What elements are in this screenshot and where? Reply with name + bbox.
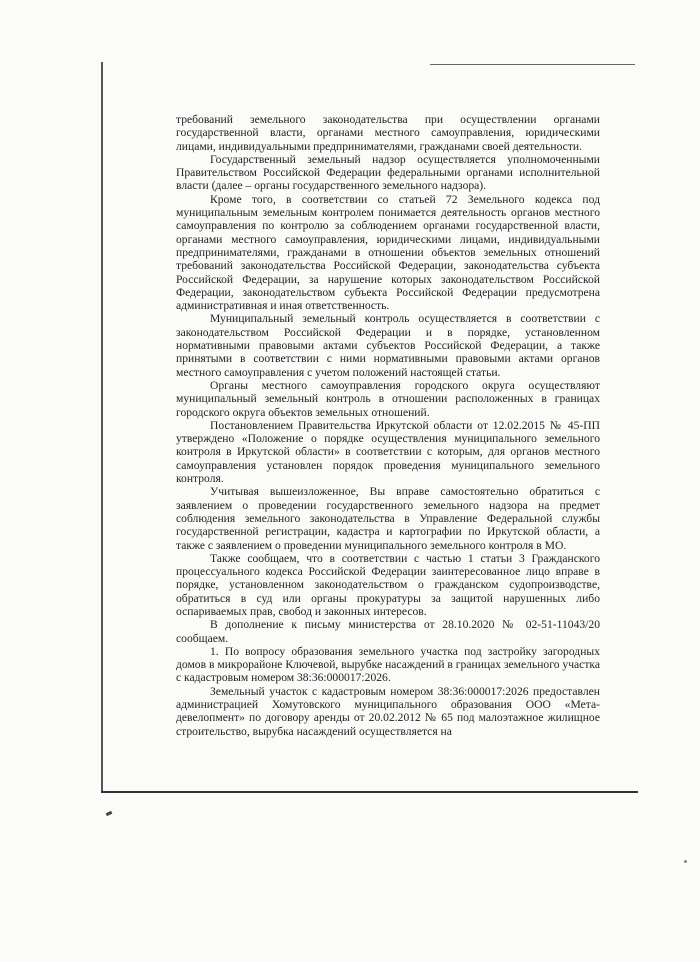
document-body xyxy=(176,113,600,738)
scan-edge-top xyxy=(430,64,635,65)
paragraph-continuation: требований земельного законодательства при осуществлении органами государственной власти, органами местного самоуправления, юридическими лицами, индивидуальными предпринимателями, гражданами своей деятельности. xyxy=(176,113,600,153)
paragraph-civil-procedure: Также сообщаем, что в соответствии с частью 1 статьи 3 Гражданского процессуального кодекса Российской Федерации заинтересованное лицо вправе в порядке, установленном законодательством о гражданском судопроизводстве, обратиться в суд или органы прокуратуры за защитой нарушенных либо оспариваемых прав, свобод и законных интересов. xyxy=(176,551,600,618)
scan-edge-left xyxy=(101,62,103,792)
scan-speck xyxy=(106,811,113,816)
paragraph-state-supervision: Государственный земельный надзор осуществляется уполномоченными Правительством Российской Федерации федеральными органами исполнительной власти (далее – органы государственного земельного надзора). xyxy=(176,152,600,193)
paragraph-right-to-apply: Учитывая вышеизложенное, Вы вправе самостоятельно обратиться с заявлением о проведении государственного земельного надзора на предмет соблюдения земельного законодательства в Управление Федеральной службы государственной регистрации, кадастра и картографии по Иркутской области, а также с заявлением о проведении муниципального земельного контроля в МО. xyxy=(176,485,600,552)
scan-speck xyxy=(684,860,687,863)
paragraph-municipal-control-procedure: Муниципальный земельный контроль осуществляется в соответствии с законодательством Российской Федерации и в порядке, установленном нормативными правовыми актами субъектов Российской Федерации, а также принятыми в соответствии с ними нормативными правовыми актами органов местного самоуправления с учетом положений настоящей статьи. xyxy=(176,312,600,379)
paragraph-city-district-bodies: Органы местного самоуправления городского округа осуществляют муниципальный земельный контроль в отношении расположенных в границах городского округа объектов земельных отношений. xyxy=(176,378,600,419)
scan-edge-bottom xyxy=(101,791,638,793)
paragraph-item-1: 1. По вопросу образования земельного участка под застройку загородных домов в микрорайоне Ключевой, вырубке насаждений в границах земельного участка с кадастровым номером 38:36:000017:2026. xyxy=(176,644,600,685)
paragraph-municipal-control-definition: Кроме того, в соответствии со статьей 72 Земельного кодекса под муниципальным земельным контролем понимается деятельность органов местного самоуправления по контролю за соблюдением органами государственной власти, органами местного самоуправления, юридическими лицами, индивидуальными предпринимателями, гражданами в отношении объектов земельных отношений требований законодательства Российской Федерации, законодательства субъекта Российской Федерации, за нарушение которых законодательством Российской Федерации, законодательством субъекта Российской Федерации предусмотрена административная и иная ответственность. xyxy=(176,192,600,313)
paragraph-government-resolution: Постановлением Правительства Иркутской области от 12.02.2015 № 45-ПП утверждено «Положение о порядке осуществления муниципального земельного контроля в Иркутской области» в соответствии с которым, для органов местного самоуправления установлен порядок проведения муниципального земельного контроля. xyxy=(176,418,600,486)
paragraph-land-plot: Земельный участок с кадастровым номером 38:36:000017:2026 предоставлен администрацией Хомутовского муниципального образования ООО «Мета-девелопмент» по договору аренды от 20.02.2012 № 65 под малоэтажное жилищное строительство, вырубка насаждений осуществляется на xyxy=(176,684,600,738)
paragraph-addendum: В дополнение к письму министерства от 28.10.2020 № 02-51-11043/20 сообщаем. xyxy=(176,618,600,645)
